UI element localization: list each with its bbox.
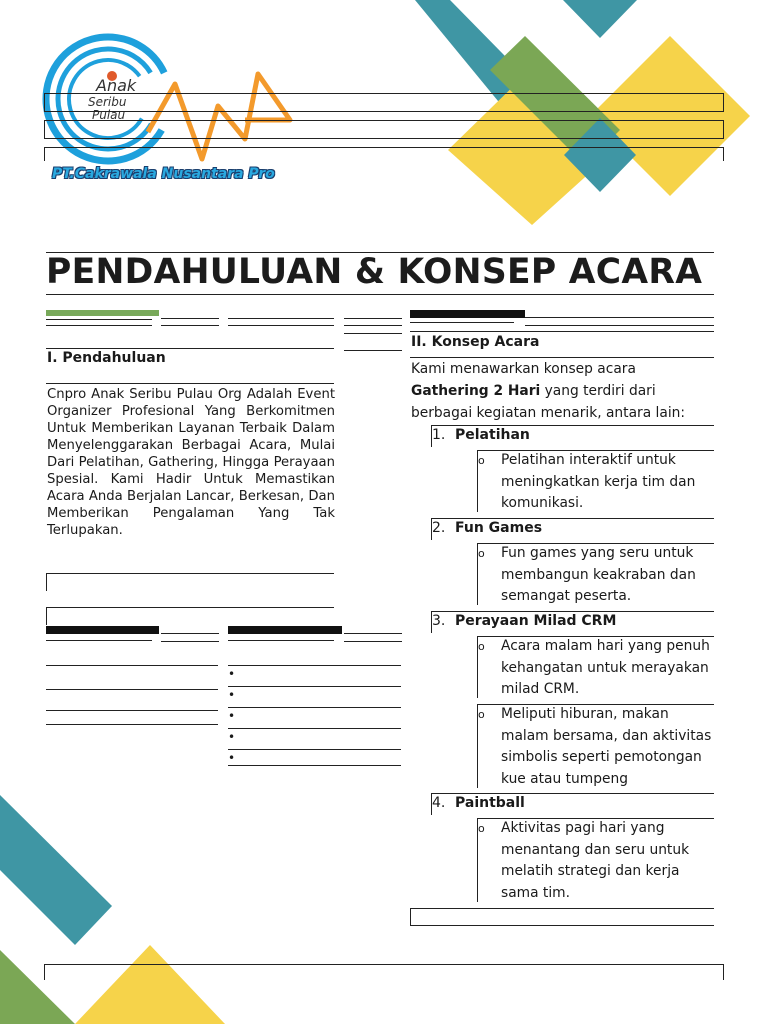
sub-item bbox=[478, 818, 714, 904]
item-number: 3. bbox=[432, 613, 446, 629]
concept-intro-line3: berbagai kegiatan menarik, antara lain: bbox=[411, 405, 686, 421]
list-bullet: • bbox=[228, 709, 236, 723]
sub-item bbox=[478, 636, 714, 701]
concept-intro-line1: Kami menawarkan konsep acara bbox=[411, 361, 636, 377]
sub-item bbox=[478, 450, 714, 515]
list-item-pelatihan bbox=[432, 427, 530, 443]
item-title: Perayaan Milad CRM bbox=[455, 613, 617, 629]
item-number: 2. bbox=[432, 520, 446, 536]
item-rule bbox=[431, 425, 714, 426]
intro-body-rule bbox=[46, 383, 334, 384]
sub-marker: o bbox=[478, 640, 485, 653]
teal-triangle-top bbox=[563, 0, 637, 38]
list-bullet: • bbox=[228, 688, 236, 702]
list-item-fun-games bbox=[432, 520, 542, 536]
sub-marker: o bbox=[478, 822, 485, 835]
concept-intro-bold: Gathering 2 Hari bbox=[411, 383, 541, 399]
title-rule-bottom bbox=[46, 294, 714, 295]
sub-marker: o bbox=[478, 454, 485, 467]
sub-item-text: Meliputi hiburan, makan malam bersama, dan aktivitas simbolis seperti pemotongan kue atau tumpeng bbox=[501, 706, 712, 787]
item-number: 1. bbox=[432, 427, 446, 443]
item-rule bbox=[431, 518, 714, 519]
intro-body: Cnpro Anak Seribu Pulau Org Adalah Event Organizer Profesional Yang Berkomitmen Untuk Memberikan Layanan Terbaik Dalam Menyelenggarakan Berbagai Acara, Mulai Dari Pelatihan, Gathering, Hingga Perayaan Spesial. Kami Hadir Untuk Memastikan Acara Anda Berjalan Lancar, Berkesan, Dan Memberikan Pengalaman Yang Tak Terlupakan. bbox=[47, 387, 335, 538]
concept-heading: II. Konsep Acara bbox=[411, 334, 540, 350]
concept-intro-line2: yang terdiri dari bbox=[540, 383, 656, 399]
item-rule bbox=[431, 611, 714, 612]
logo-emblem-word-2: Seribu bbox=[88, 95, 127, 109]
sub-marker: o bbox=[478, 547, 485, 560]
concept-intro bbox=[411, 358, 711, 424]
sub-item-text: Pelatihan interaktif untuk meningkatkan kerja tim dan komunikasi. bbox=[501, 452, 696, 511]
logo-emblem-word-1: Anak bbox=[96, 76, 137, 95]
item-title: Fun Games bbox=[455, 520, 543, 536]
sub-item-text: Acara malam hari yang penuh kehangatan untuk merayakan milad CRM. bbox=[501, 638, 710, 697]
list-bullet: • bbox=[228, 751, 236, 765]
list-bullet: • bbox=[228, 667, 236, 681]
sub-item bbox=[478, 704, 714, 790]
sub-marker: o bbox=[478, 708, 485, 721]
teal-band-bottom bbox=[0, 795, 112, 945]
intro-heading: I. Pendahuluan bbox=[47, 350, 166, 366]
list-item-paintball bbox=[432, 795, 525, 811]
item-number: 4. bbox=[432, 795, 446, 811]
list-bullet: • bbox=[228, 730, 236, 744]
page-title: PENDAHULUAN & KONSEP ACARA bbox=[46, 252, 703, 292]
list-item-perayaan-milad bbox=[432, 613, 616, 629]
logo-brand-letters bbox=[200, 86, 202, 87]
item-title: Pelatihan bbox=[455, 427, 530, 443]
green-triangle-bottom bbox=[0, 950, 75, 1024]
sub-item-text: Fun games yang seru untuk membangun keakraban dan semangat peserta. bbox=[501, 545, 696, 604]
sub-item bbox=[478, 543, 714, 608]
logo-emblem-word-3: Pulau bbox=[92, 108, 126, 122]
yellow-triangle-bottom bbox=[75, 945, 225, 1024]
sub-item-text: Aktivitas pagi hari yang menantang dan seru untuk melatih strategi dan kerja sama tim. bbox=[501, 820, 690, 901]
item-title: Paintball bbox=[455, 795, 525, 811]
item-rule bbox=[431, 793, 714, 794]
company-name: PT.Cakrawala Nusantara Pro bbox=[52, 166, 275, 182]
